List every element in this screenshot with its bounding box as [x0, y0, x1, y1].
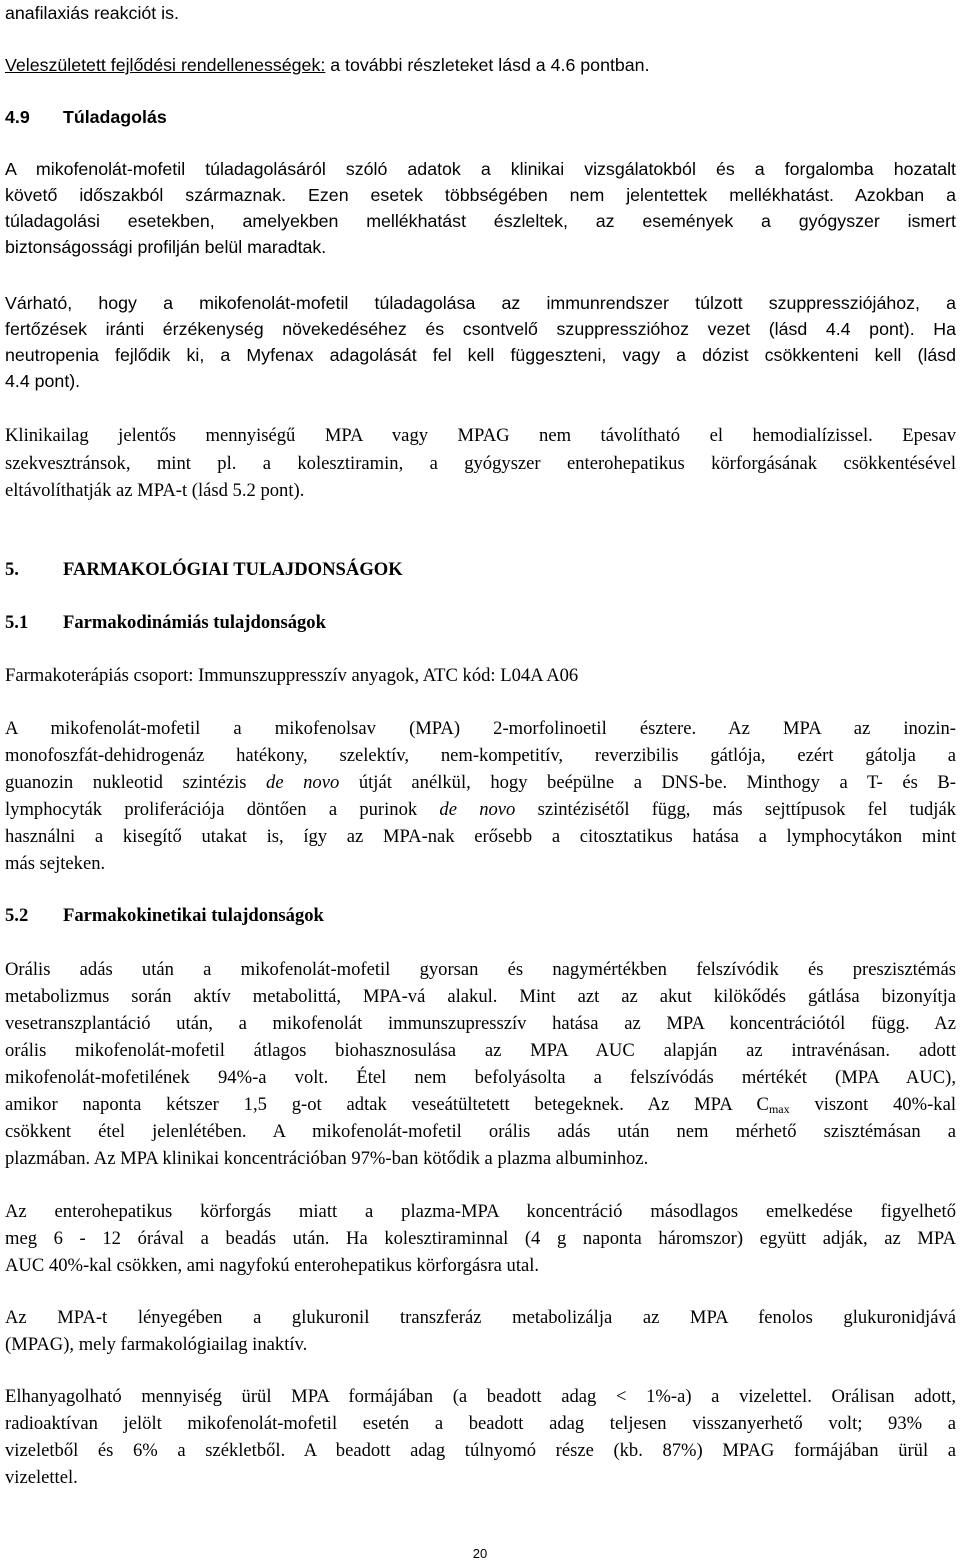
text-line: használni a kisegítő utakat is, így az MPA-nak erősebb a citosztatikus hatása a lymphocytákon mint: [5, 826, 956, 847]
text-line: biztonságossági profilján belül maradtak.: [5, 237, 327, 257]
text-line: [5, 770, 956, 796]
text-line: orális mikofenolát-mofetil átlagos biohasznosulása az MPA AUC alapján az intravénásan. adott: [5, 1040, 956, 1061]
text-line: 4.4 pont).: [5, 371, 81, 391]
de-novo-italic: de novo: [266, 772, 340, 793]
text-line: Az enterohepatikus körforgás miatt a plazma-MPA koncentráció másodlagos emelkedése figyelhető: [5, 1201, 956, 1222]
section-heading-5-2: [5, 903, 956, 929]
text-line: A mikofenolát-mofetil túladagolásáról szóló adatok a klinikai vizsgálatokból és a forgalomba hozatalt: [5, 159, 956, 179]
section-number: 5.2: [5, 905, 29, 926]
section-number: 5.1: [5, 612, 29, 633]
text-line: szekvesztránsok, mint pl. a kolesztiramin, a gyógyszer enterohepatikus körforgásának csökkentésével: [5, 453, 956, 474]
text-line: csökkent étel jelenlétében. A mikofenolát-mofetil orális adás után nem mérhető szisztémásan a: [5, 1121, 956, 1142]
text-line: mikofenolát-mofetilének 94%-a volt. Étel nem befolyásolta a felszívódás mértékét (MPA AUC),: [5, 1067, 956, 1088]
text-line: Orális adás után a mikofenolát-mofetil gyorsan és nagymértékben felszívódik és preszisztémás: [5, 959, 956, 980]
text-line: [5, 797, 956, 823]
text-line: Az MPA-t lényegében a glukuronil transzferáz metabolizálja az MPA fenolos glukuronidjává: [5, 1307, 956, 1328]
section-heading-5: [5, 557, 956, 583]
section-number: 4.9: [5, 107, 30, 127]
text-line: neutropenia fejlődik ki, a Myfenax adagolását fel kell függeszteni, vagy a dózist csökkenteni kell (lásd: [5, 345, 956, 365]
section-heading-4-9: [5, 104, 956, 130]
text-line: [5, 1092, 956, 1118]
text-line: (MPAG), mely farmakológiailag inaktív.: [5, 1334, 308, 1355]
text-line: más sejteken.: [5, 853, 106, 874]
text-span: amikor naponta kétszer 1,5 g-ot adtak veseátültetett betegeknek. Az MPA C: [5, 1094, 769, 1115]
text-span: szintézisétől függ, más sejttípusok fel tudják: [515, 799, 957, 820]
text-line: radioaktívan jelölt mikofenolát-mofetil esetén a beadott adag teljesen visszanyerhető volt; 93% a: [5, 1413, 956, 1434]
text-span: viszont 40%-kal: [789, 1094, 956, 1115]
text-span: útját anélkül, hogy beépülne a DNS-be. Minthogy a T- és B-: [339, 772, 956, 793]
malformation-text: a további részleteket lásd a 4.6 pontban.: [325, 55, 650, 75]
section-title: Túladagolás: [63, 107, 167, 127]
text-span: lymphocyták proliferációja döntően a purinok: [5, 799, 440, 820]
text-line: anafilaxiás reakciót is.: [5, 3, 179, 23]
text-line: vizeletből és 6% a székletből. A beadott adag túlnyomó része (kb. 87%) MPAG formájában ürül a: [5, 1440, 956, 1461]
text-line: A mikofenolát-mofetil a mikofenolsav (MPA) 2-morfolinoetil észtere. Az MPA az inozin-: [5, 718, 956, 739]
text-line: fertőzések iránti érzékenység növekedéséhez és csontvelő szuppresszióhoz vezet (lásd 4.4 pont). Ha: [5, 319, 956, 339]
text-line: [5, 52, 956, 78]
text-line: Várható, hogy a mikofenolát-mofetil túladagolása az immunrendszer túlzott szuppressziójához, a: [5, 293, 956, 313]
text-line: vesetranszplantáció után, a mikofenolát immunszupresszív hatása az MPA koncentrációtól függ. Az: [5, 1013, 956, 1034]
section-number: 5.: [5, 559, 19, 580]
page-number: 20: [472, 1546, 488, 1561]
text-line: túladagolási esetekben, amelyekben mellékhatást észleltek, az események a gyógyszer ismert: [5, 211, 956, 231]
text-line: monofoszfát-dehidrogenáz hatékony, szelektív, nem-kompetitív, reverzibilis gátlója, ezért gátolja a: [5, 745, 956, 766]
text-line: metabolizmus során aktív metabolittá, MPA-vá alakul. Mint azt az akut kilökődés gátlása bizonyítja: [5, 986, 956, 1007]
section-title: FARMAKOLÓGIAI TULAJDONSÁGOK: [63, 559, 403, 580]
text-line: Elhanyagolható mennyiség ürül MPA formájában (a beadott adag < 1%-a) a vizelettel. Orálisan adott,: [5, 1386, 956, 1407]
malformation-label: Veleszületett fejlődési rendellenességek:: [5, 55, 326, 75]
text-line: vizelettel.: [5, 1467, 78, 1488]
text-line: plazmában. Az MPA klinikai koncentrációban 97%-ban kötődik a plazma albuminhoz.: [5, 1148, 649, 1169]
subscript-max: max: [768, 1102, 790, 1116]
de-novo-italic: de novo: [439, 799, 516, 820]
section-title: Farmakokinetikai tulajdonságok: [63, 905, 324, 926]
text-line: Farmakoterápiás csoport: Immunszuppresszív anyagok, ATC kód: L04A A06: [5, 665, 579, 686]
section-heading-5-1: [5, 610, 956, 636]
text-line: meg 6 - 12 órával a beadás után. Ha kolesztiraminnal (4 g naponta háromszor) együtt adják, az MPA: [5, 1228, 956, 1249]
text-line: eltávolíthatják az MPA-t (lásd 5.2 pont).: [5, 480, 305, 501]
text-line: Klinikailag jelentős mennyiségű MPA vagy MPAG nem távolítható el hemodialízissel. Epesav: [5, 425, 956, 446]
section-title: Farmakodinámiás tulajdonságok: [63, 612, 326, 633]
text-line: AUC 40%-kal csökken, ami nagyfokú enterohepatikus körforgásra utal.: [5, 1255, 540, 1276]
text-span: guanozin nukleotid szintézis: [5, 772, 267, 793]
text-line: követő időszakból származnak. Ezen esetek többségében nem jelentettek mellékhatást. Azokban a: [5, 185, 956, 205]
